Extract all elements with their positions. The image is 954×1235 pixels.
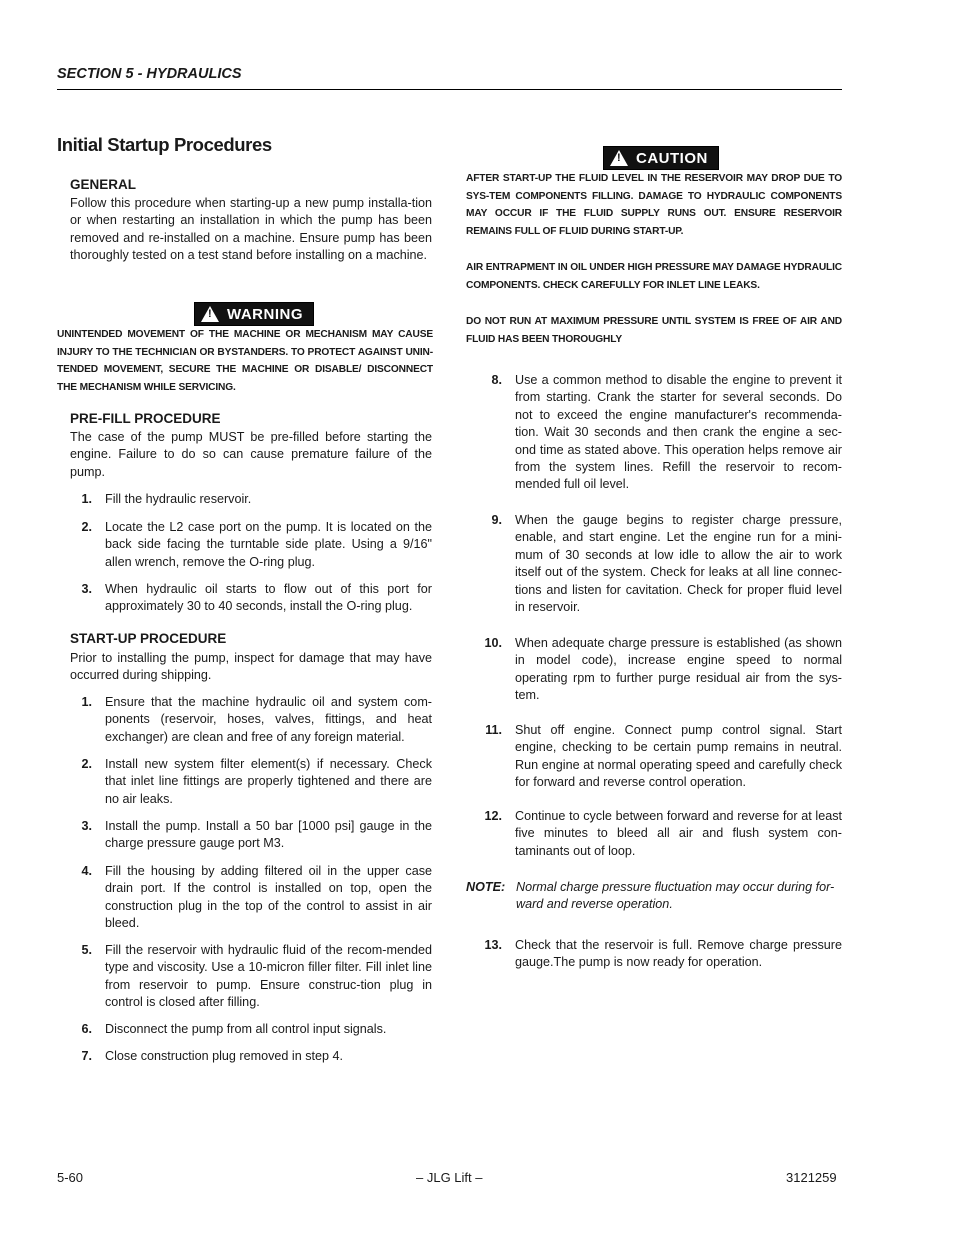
step-text: When the gauge begins to register charge pressure, enable, and start engine. Let the engine run for a mini-mum of 30 seconds at low idle to allow the air to work itself out of the system. Check for leaks at all line connec-tions and listen for cavitation. Check for proper fluid level in reservoir.: [515, 513, 842, 615]
step-number: 1.: [81, 695, 92, 709]
startup-step: [70, 756, 432, 808]
step-number: 10.: [484, 636, 502, 650]
step-text: Locate the L2 case port on the pump. It is located on the back side facing the turntable side plate. Using a 9/16" allen wrench, remove the O-ring plug.: [105, 520, 432, 569]
step-number: 2.: [81, 757, 92, 771]
step-text: Continue to cycle between forward and reverse for at least five minutes to bleed all air and flush system con-taminants out of loop.: [515, 809, 842, 858]
note: [466, 879, 842, 914]
step-number: 3.: [81, 819, 92, 833]
caution-badge: [603, 146, 719, 170]
startup-step: [466, 937, 842, 972]
header-rule: [57, 89, 842, 90]
step-text: Ensure that the machine hydraulic oil and system com-ponents (reservoir, hoses, valves, fittings, and heat exchanger) are clean and free of any foreign material.: [105, 695, 432, 744]
caution-text: AIR ENTRAPMENT IN OIL UNDER HIGH PRESSURE MAY DAMAGE HYDRAULIC COMPONENTS. CHECK CAREFULLY FOR INLET LINE LEAKS.: [466, 262, 842, 291]
startup-step: [70, 942, 432, 1012]
step-number: 7.: [81, 1049, 92, 1063]
startup-step: [466, 808, 842, 860]
step-text: Shut off engine. Connect pump control signal. Start engine, checking to be certain pump remains in neutral. Run engine at normal operating speed and carefully check for forward and reverse control operation.: [515, 723, 842, 790]
caution-label: CAUTION: [636, 149, 708, 167]
step-number: 3.: [81, 582, 92, 596]
startup-heading: START-UP PROCEDURE: [70, 631, 227, 646]
startup-step: [466, 635, 842, 705]
step-text: Fill the hydraulic reservoir.: [105, 492, 252, 506]
step-text: Fill the reservoir with hydraulic fluid of the recom-mended type and viscosity. Use a 10-micron filler filter. Fill inlet line from reservoir to pump. Ensure construc-tion plug in control is closed after filling.: [105, 943, 432, 1010]
document-number: 3121259: [786, 1170, 837, 1185]
step-text: When hydraulic oil starts to flow out of this port for approximately 30 to 40 seconds, install the O-ring plug.: [105, 582, 432, 614]
startup-step: [70, 694, 432, 746]
startup-step: [466, 512, 842, 616]
caution-triangle-icon: !: [610, 150, 628, 166]
page-title: Initial Startup Procedures: [57, 134, 272, 155]
step-text: Use a common method to disable the engine to prevent it from starting. Crank the starter for several seconds. Do not to exceed the engine manufacturer's recommenda-tion. Wait 30 seconds and then crank the engine a sec-ond time as stated above. This operation helps remove air from the system lines. Refill the reservoir to recom-mended full oil level.: [515, 373, 842, 492]
general-heading: GENERAL: [70, 177, 137, 192]
step-number: 5.: [81, 943, 92, 957]
prefill-step: [70, 581, 432, 616]
caution-text: DO NOT RUN AT MAXIMUM PRESSURE UNTIL SYSTEM IS FREE OF AIR AND FLUID HAS BEEN THOROUGHLY: [466, 316, 842, 345]
prefill-text: The case of the pump MUST be pre-filled before starting the engine. Failure to do so can cause premature failure of the pump.: [70, 430, 432, 479]
footer-center: – JLG Lift –: [416, 1170, 483, 1185]
step-text: Install the pump. Install a 50 bar [1000 psi] gauge in the charge pressure gauge port M3.: [105, 819, 432, 851]
warning-label: WARNING: [227, 305, 303, 323]
step-number: 13.: [484, 938, 502, 952]
step-number: 6.: [81, 1022, 92, 1036]
warning-triangle-icon: !: [201, 306, 219, 322]
startup-step: [70, 1048, 432, 1065]
step-number: 1.: [81, 492, 92, 506]
startup-step: [466, 372, 842, 494]
section-header: SECTION 5 - HYDRAULICS: [57, 66, 242, 82]
note-text: Normal charge pressure fluctuation may occur during for-ward and reverse operation.: [516, 880, 835, 912]
startup-step: [70, 1021, 432, 1038]
startup-step: [70, 863, 432, 933]
step-text: Check that the reservoir is full. Remove charge pressure gauge.The pump is now ready for operation.: [515, 938, 842, 970]
step-number: 12.: [484, 809, 502, 823]
prefill-step: [70, 519, 432, 571]
step-text: When adequate charge pressure is established (as shown in model code), increase engine speed to normal operating rpm to further purge residual air from the sys-tem.: [515, 636, 842, 703]
prefill-heading: PRE-FILL PROCEDURE: [70, 411, 221, 426]
startup-text: Prior to installing the pump, inspect for damage that may have occurred during shipping.: [70, 651, 432, 683]
general-text: Follow this procedure when starting-up a new pump installa-tion or when restarting an installation in which the pump has been removed and re-installed on a machine. Ensure pump has been thoroughly tested on a test stand before installing on a machine.: [70, 196, 432, 263]
startup-step: [70, 818, 432, 853]
step-number: 4.: [81, 864, 92, 878]
caution-text: AFTER START-UP THE FLUID LEVEL IN THE RESERVOIR MAY DROP DUE TO SYS-TEM COMPONENTS FILLING. DAMAGE TO HYDRAULIC COMPONENTS MAY OCCUR IF THE FLUID SUPPLY RUNS OUT. ENSURE RESERVOIR REMAINS FULL OF FLUID DURING START-UP.: [466, 173, 842, 237]
note-label: NOTE:: [466, 880, 506, 894]
step-number: 11.: [485, 723, 502, 737]
warning-badge: [194, 302, 314, 326]
prefill-step: [70, 491, 432, 508]
step-number: 2.: [81, 520, 92, 534]
step-number: 8.: [491, 373, 502, 387]
step-text: Close construction plug removed in step 4.: [105, 1049, 344, 1063]
step-text: Install new system filter element(s) if necessary. Check that inlet line fittings are properly tightened and there are no air leaks.: [105, 757, 432, 806]
step-text: Disconnect the pump from all control input signals.: [105, 1022, 387, 1036]
page-number: 5-60: [57, 1170, 84, 1185]
warning-text: UNINTENDED MOVEMENT OF THE MACHINE OR MECHANISM MAY CAUSE INJURY TO THE TECHNICIAN OR BYSTANDERS. TO PROTECT AGAINST UNIN-TENDED MOVEMENT, SECURE THE MACHINE OR DISABLE/ DISCONNECT THE MECHANISM WHILE SERVICING.: [57, 329, 433, 393]
step-number: 9.: [491, 513, 502, 527]
step-text: Fill the housing by adding filtered oil in the upper case drain port. If the control is installed on top, open the construction plug in the top of the control to assist in air bleed.: [105, 864, 432, 931]
startup-step: [466, 722, 842, 792]
